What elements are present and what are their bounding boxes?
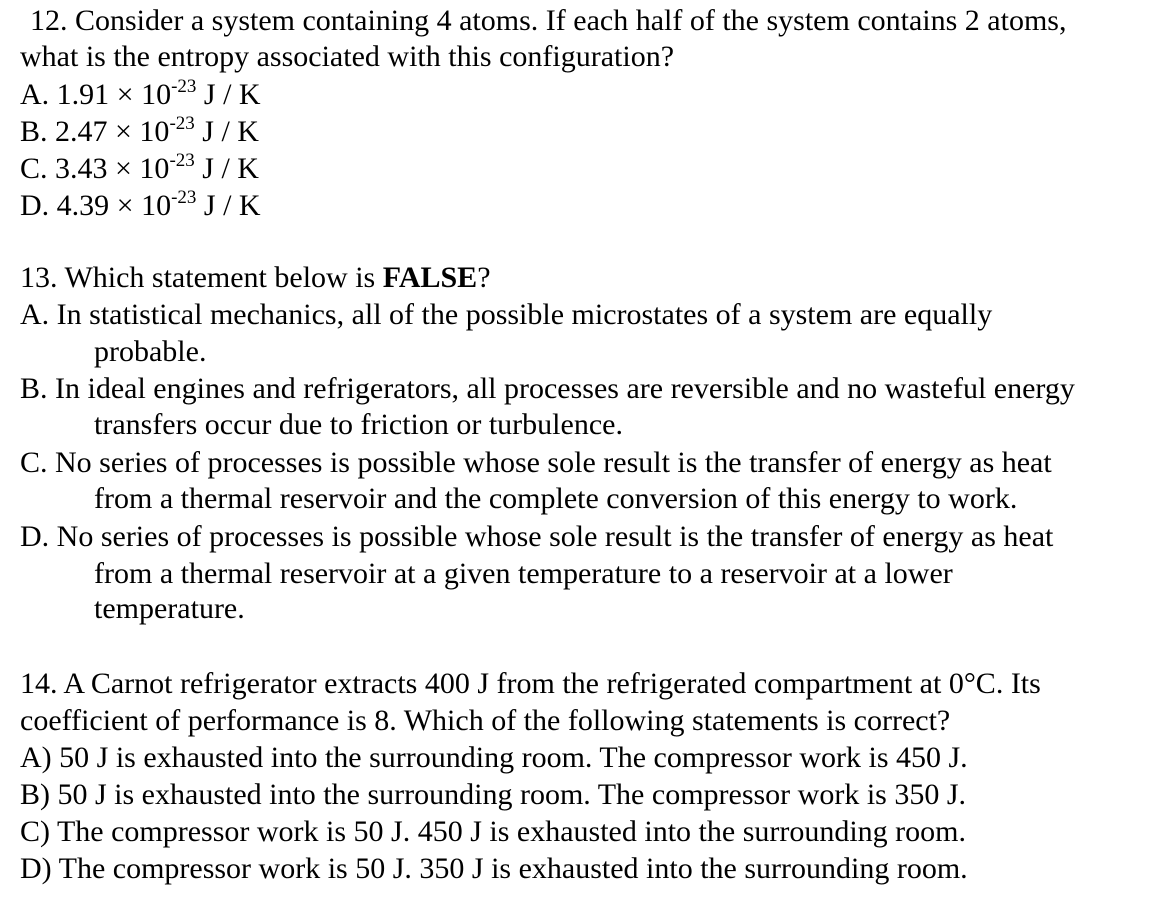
q13-stem — [20, 259, 491, 296]
q12-option-b-value: B. 2.47 × 10 — [20, 115, 170, 148]
q13-stem-suffix: ? — [477, 261, 491, 294]
q13-option-d-line3: temperature. — [94, 592, 245, 625]
q14-option-b: B) 50 J is exhausted into the surrounding room. The compressor work is 350 J. — [20, 778, 967, 811]
q13-option-c-line2: from a thermal reservoir and the complete conversion of this energy to work. — [94, 482, 1018, 515]
q14-option-c: C) The compressor work is 50 J. 450 J is exhausted into the surrounding room. — [20, 815, 967, 848]
q12-option-d-unit: J / K — [196, 189, 261, 222]
q12-option-b — [20, 113, 259, 150]
q13-option-a-line1: A. In statistical mechanics, all of the possible microstates of a system are equally — [20, 298, 993, 331]
q13-option-d-line1: D. No series of processes is possible whose sole result is the transfer of energy as heat — [20, 520, 1054, 553]
q13-option-b-line2: transfers occur due to friction or turbulence. — [94, 408, 623, 441]
q12-option-a-unit: J / K — [196, 78, 261, 111]
q12-option-d-exponent: -23 — [171, 187, 197, 208]
q13-option-a-line2: probable. — [94, 335, 207, 368]
q13-stem-prefix: 13. Which statement below is — [20, 261, 383, 294]
q12-option-a — [20, 76, 261, 113]
q12-option-d-value: D. 4.39 × 10 — [20, 189, 172, 222]
q14-stem-line1: 14. A Carnot refrigerator extracts 400 J from the refrigerated compartment at 0°C. Its — [20, 667, 1041, 700]
q12-option-b-exponent: -23 — [169, 113, 195, 134]
q13-option-b-line1: B. In ideal engines and refrigerators, all processes are reversible and no wasteful energy — [20, 372, 1075, 405]
q12-option-a-value: A. 1.91 × 10 — [20, 78, 172, 111]
q12-stem-line2: what is the entropy associated with this configuration? — [20, 40, 675, 73]
q12-option-b-unit: J / K — [194, 115, 259, 148]
q12-option-c — [20, 150, 259, 187]
q12-option-c-exponent: -23 — [169, 150, 195, 171]
q13-option-c-line1: C. No series of processes is possible whose sole result is the transfer of energy as heat — [20, 446, 1052, 479]
q13-stem-emphasis: FALSE — [382, 261, 478, 294]
q12-option-c-unit: J / K — [194, 152, 259, 185]
q12-stem-line1: 12. Consider a system containing 4 atoms. If each half of the system contains 2 atoms, — [30, 4, 1067, 37]
q13-option-d-line2: from a thermal reservoir at a given temperature to a reservoir at a lower — [94, 557, 953, 590]
q12-option-c-value: C. 3.43 × 10 — [20, 152, 170, 185]
q12-option-a-exponent: -23 — [171, 76, 197, 97]
q12-option-d — [20, 187, 261, 224]
q14-option-d: D) The compressor work is 50 J. 350 J is exhausted into the surrounding room. — [20, 852, 968, 885]
q14-option-a: A) 50 J is exhausted into the surrounding room. The compressor work is 450 J. — [20, 741, 968, 774]
q14-stem-line2: coefficient of performance is 8. Which of the following statements is correct? — [20, 704, 951, 737]
